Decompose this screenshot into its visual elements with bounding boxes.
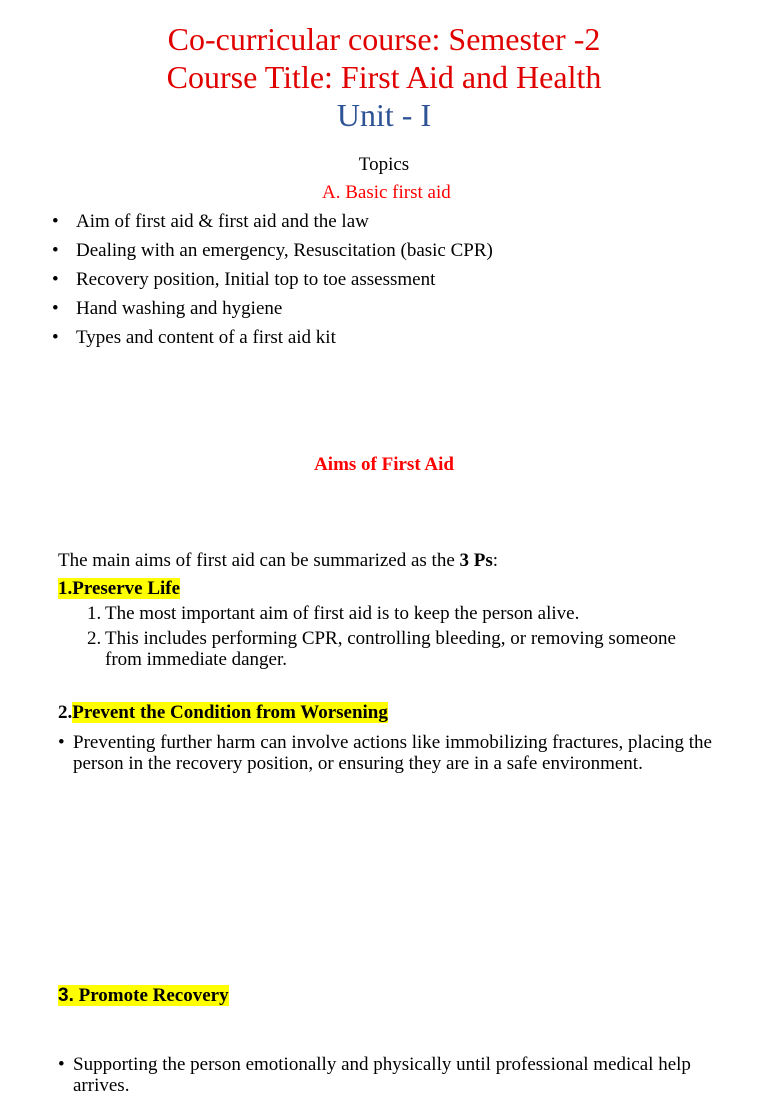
p3-title: Promote Recovery (73, 985, 229, 1006)
list-item (52, 239, 493, 268)
topic-text: Types and content of a first aid kit (76, 327, 336, 348)
p3-number: 3. (58, 985, 74, 1006)
topic-text: Recovery position, Initial top to toe assessment (76, 269, 436, 290)
topics-label: Topics (358, 154, 410, 175)
p2-bullet (58, 732, 713, 774)
topic-text: Aim of first aid & first aid and the law (76, 211, 369, 232)
bullet-icon: • (52, 211, 59, 232)
bullet-icon: • (52, 269, 59, 290)
topics-list (52, 210, 493, 355)
p1-points (87, 603, 697, 670)
list-item (87, 603, 697, 624)
bullet-icon: • (52, 327, 59, 348)
p1-heading (58, 578, 180, 599)
aims-intro (58, 550, 708, 571)
bullet-icon: • (58, 1054, 65, 1075)
intro-text: The main aims of first aid can be summarized as the (58, 550, 460, 571)
list-item (52, 326, 493, 355)
unit-title: Unit - I (336, 97, 432, 133)
topic-text: Dealing with an emergency, Resuscitation (basic CPR) (76, 240, 493, 261)
course-semester-title: Co-curricular course: Semester -2 (167, 21, 601, 57)
list-item (52, 297, 493, 326)
intro-bold: 3 Ps (459, 550, 493, 571)
point-text: The most important aim of first aid is to keep the person alive. (105, 603, 580, 624)
point-text: This includes performing CPR, controlling bleeding, or removing someone from immediate danger. (105, 628, 676, 670)
bullet-icon: • (52, 240, 59, 261)
list-item (52, 268, 493, 297)
aims-heading: Aims of First Aid (314, 454, 454, 475)
p1-title: Preserve Life (72, 578, 181, 599)
point-number: 2. (87, 628, 102, 649)
p2-number: 2. (58, 702, 73, 723)
p1-number: 1. (58, 578, 73, 599)
intro-suffix: : (492, 550, 499, 571)
p2-text: Preventing further harm can involve actions like immobilizing fractures, placing the person in the recovery position, or ensuring they are in a safe environment. (73, 732, 712, 774)
p3-text: Supporting the person emotionally and physically until professional medical help arrives. (73, 1054, 691, 1096)
point-number: 1. (87, 603, 102, 624)
section-a-heading: A. Basic first aid (322, 182, 451, 203)
p3-bullet (58, 1054, 723, 1096)
course-title: Course Title: First Aid and Health (166, 59, 602, 95)
p2-title: Prevent the Condition from Worsening (72, 702, 388, 723)
bullet-icon: • (58, 732, 65, 753)
p3-heading (58, 985, 229, 1006)
list-item (87, 628, 697, 670)
bullet-icon: • (52, 298, 59, 319)
topic-text: Hand washing and hygiene (76, 298, 283, 319)
list-item (52, 210, 493, 239)
p2-heading (58, 702, 388, 723)
